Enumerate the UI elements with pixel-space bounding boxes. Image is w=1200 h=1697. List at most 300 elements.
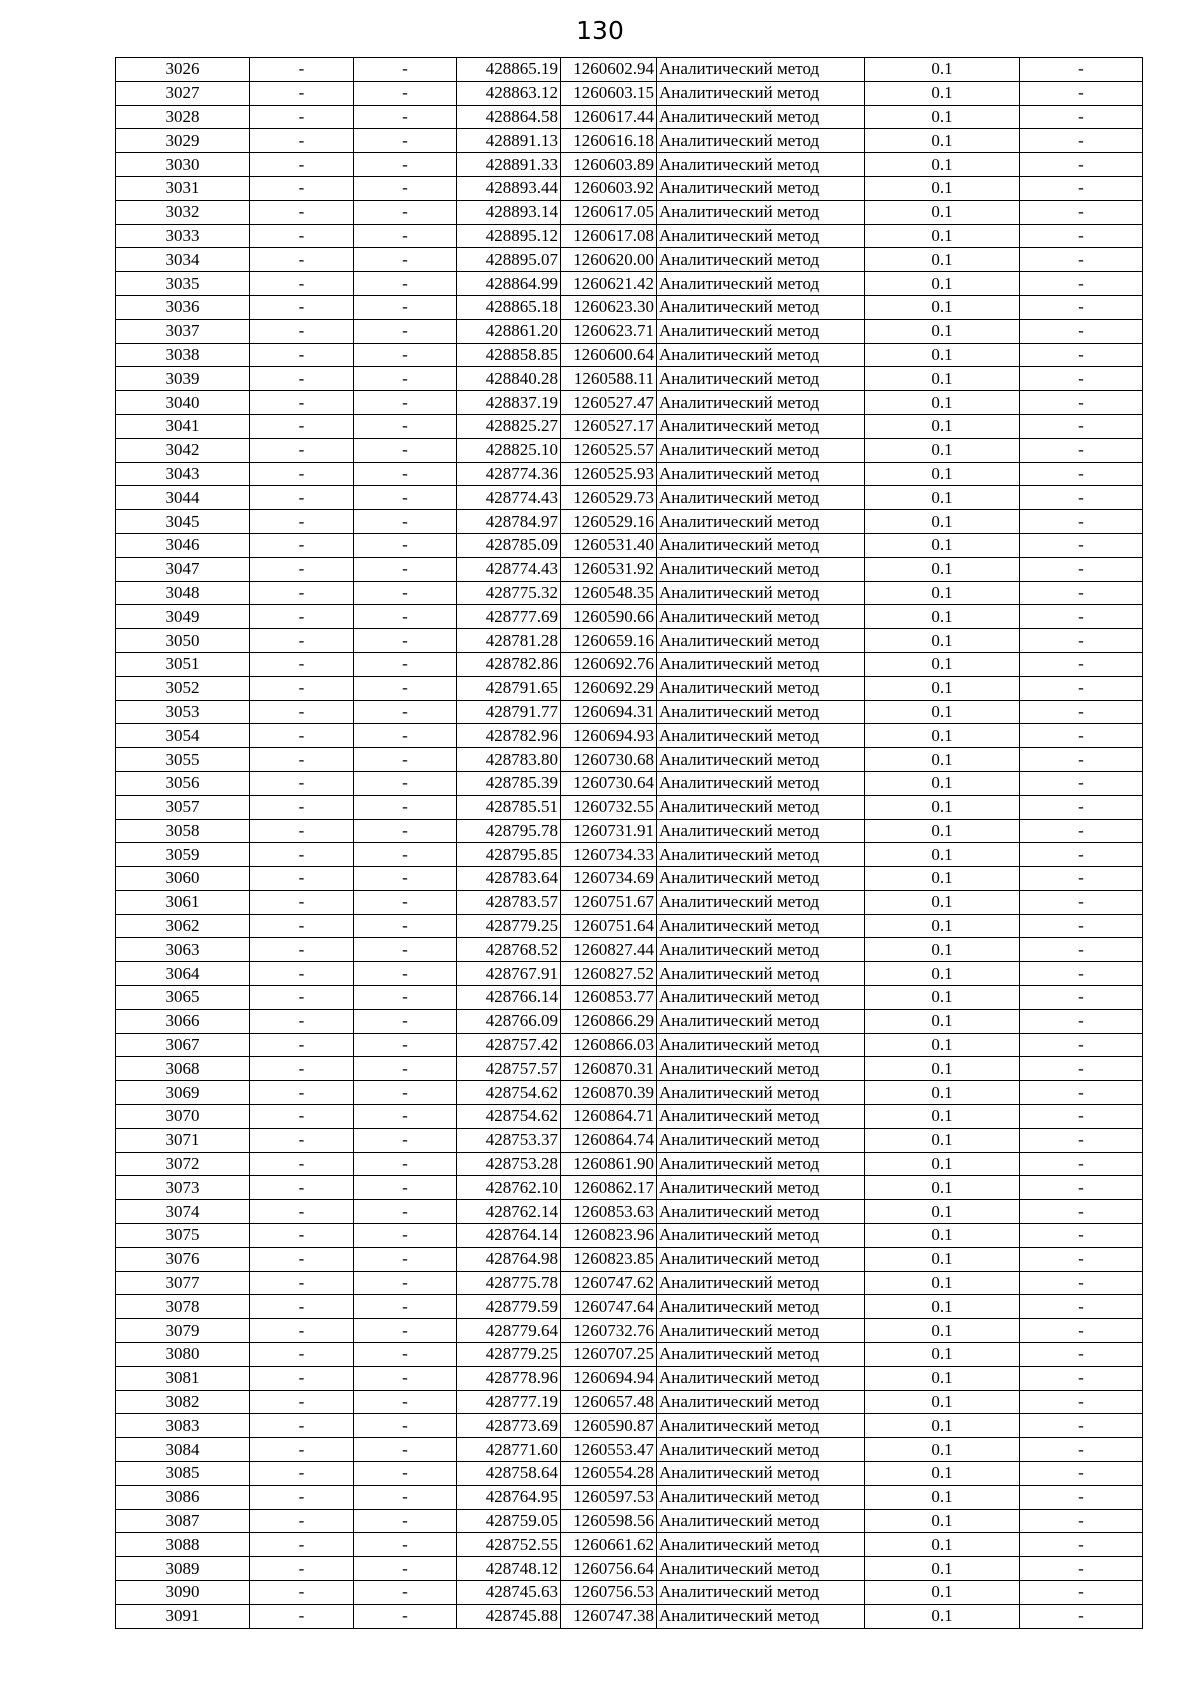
empty-cell-2: - — [354, 1176, 457, 1200]
x-coordinate-cell: 428777.19 — [457, 1390, 561, 1414]
x-coordinate-cell: 428779.25 — [457, 914, 561, 938]
empty-cell-3: - — [1020, 1581, 1143, 1605]
method-cell: Аналитический метод — [657, 1604, 865, 1628]
point-number-cell: 3055 — [116, 748, 250, 772]
y-coordinate-cell: 1260529.73 — [561, 486, 657, 510]
y-coordinate-cell: 1260870.39 — [561, 1081, 657, 1105]
empty-cell-2: - — [354, 843, 457, 867]
x-coordinate-cell: 428791.65 — [457, 676, 561, 700]
point-number-cell: 3034 — [116, 248, 250, 272]
accuracy-cell: 0.1 — [865, 129, 1020, 153]
x-coordinate-cell: 428768.52 — [457, 938, 561, 962]
x-coordinate-cell: 428752.55 — [457, 1533, 561, 1557]
point-number-cell: 3085 — [116, 1462, 250, 1486]
method-cell: Аналитический метод — [657, 867, 865, 891]
point-number-cell: 3086 — [116, 1485, 250, 1509]
point-number-cell: 3071 — [116, 1128, 250, 1152]
table-row — [116, 58, 1143, 82]
empty-cell-1: - — [250, 867, 354, 891]
y-coordinate-cell: 1260870.31 — [561, 1057, 657, 1081]
table-row — [116, 986, 1143, 1010]
x-coordinate-cell: 428785.39 — [457, 771, 561, 795]
point-number-cell: 3091 — [116, 1604, 250, 1628]
empty-cell-2: - — [354, 343, 457, 367]
empty-cell-1: - — [250, 914, 354, 938]
accuracy-cell: 0.1 — [865, 1247, 1020, 1271]
accuracy-cell: 0.1 — [865, 1271, 1020, 1295]
x-coordinate-cell: 428840.28 — [457, 367, 561, 391]
method-cell: Аналитический метод — [657, 81, 865, 105]
method-cell: Аналитический метод — [657, 652, 865, 676]
empty-cell-3: - — [1020, 771, 1143, 795]
point-number-cell: 3041 — [116, 414, 250, 438]
table-row — [116, 224, 1143, 248]
point-number-cell: 3063 — [116, 938, 250, 962]
method-cell: Аналитический метод — [657, 676, 865, 700]
empty-cell-3: - — [1020, 914, 1143, 938]
empty-cell-3: - — [1020, 533, 1143, 557]
point-number-cell: 3090 — [116, 1581, 250, 1605]
empty-cell-3: - — [1020, 724, 1143, 748]
table-row — [116, 129, 1143, 153]
empty-cell-1: - — [250, 1604, 354, 1628]
method-cell: Аналитический метод — [657, 176, 865, 200]
table-row — [116, 438, 1143, 462]
y-coordinate-cell: 1260747.62 — [561, 1271, 657, 1295]
table-row — [116, 1604, 1143, 1628]
y-coordinate-cell: 1260732.55 — [561, 795, 657, 819]
empty-cell-1: - — [250, 1557, 354, 1581]
empty-cell-1: - — [250, 1009, 354, 1033]
table-row — [116, 962, 1143, 986]
accuracy-cell: 0.1 — [865, 533, 1020, 557]
empty-cell-1: - — [250, 1533, 354, 1557]
point-number-cell: 3077 — [116, 1271, 250, 1295]
accuracy-cell: 0.1 — [865, 414, 1020, 438]
point-number-cell: 3051 — [116, 652, 250, 676]
empty-cell-2: - — [354, 629, 457, 653]
empty-cell-1: - — [250, 629, 354, 653]
table-row — [116, 533, 1143, 557]
empty-cell-1: - — [250, 938, 354, 962]
method-cell: Аналитический метод — [657, 295, 865, 319]
accuracy-cell: 0.1 — [865, 843, 1020, 867]
point-number-cell: 3029 — [116, 129, 250, 153]
y-coordinate-cell: 1260616.18 — [561, 129, 657, 153]
x-coordinate-cell: 428767.91 — [457, 962, 561, 986]
x-coordinate-cell: 428782.96 — [457, 724, 561, 748]
empty-cell-2: - — [354, 1247, 457, 1271]
y-coordinate-cell: 1260731.91 — [561, 819, 657, 843]
y-coordinate-cell: 1260864.74 — [561, 1128, 657, 1152]
x-coordinate-cell: 428766.14 — [457, 986, 561, 1010]
point-number-cell: 3067 — [116, 1033, 250, 1057]
y-coordinate-cell: 1260866.03 — [561, 1033, 657, 1057]
empty-cell-3: - — [1020, 224, 1143, 248]
y-coordinate-cell: 1260732.76 — [561, 1319, 657, 1343]
x-coordinate-cell: 428777.69 — [457, 605, 561, 629]
empty-cell-2: - — [354, 1200, 457, 1224]
method-cell: Аналитический метод — [657, 1128, 865, 1152]
y-coordinate-cell: 1260694.93 — [561, 724, 657, 748]
empty-cell-3: - — [1020, 1366, 1143, 1390]
empty-cell-1: - — [250, 1081, 354, 1105]
empty-cell-3: - — [1020, 1462, 1143, 1486]
y-coordinate-cell: 1260529.16 — [561, 510, 657, 534]
point-number-cell: 3027 — [116, 81, 250, 105]
empty-cell-1: - — [250, 81, 354, 105]
point-number-cell: 3074 — [116, 1200, 250, 1224]
empty-cell-3: - — [1020, 319, 1143, 343]
point-number-cell: 3045 — [116, 510, 250, 534]
empty-cell-3: - — [1020, 700, 1143, 724]
accuracy-cell: 0.1 — [865, 1224, 1020, 1248]
accuracy-cell: 0.1 — [865, 1033, 1020, 1057]
x-coordinate-cell: 428758.64 — [457, 1462, 561, 1486]
empty-cell-2: - — [354, 153, 457, 177]
y-coordinate-cell: 1260554.28 — [561, 1462, 657, 1486]
empty-cell-2: - — [354, 1414, 457, 1438]
point-number-cell: 3032 — [116, 200, 250, 224]
x-coordinate-cell: 428784.97 — [457, 510, 561, 534]
empty-cell-1: - — [250, 1152, 354, 1176]
empty-cell-2: - — [354, 605, 457, 629]
accuracy-cell: 0.1 — [865, 605, 1020, 629]
accuracy-cell: 0.1 — [865, 1057, 1020, 1081]
empty-cell-2: - — [354, 938, 457, 962]
empty-cell-1: - — [250, 1390, 354, 1414]
empty-cell-1: - — [250, 153, 354, 177]
table-row — [116, 343, 1143, 367]
empty-cell-3: - — [1020, 1295, 1143, 1319]
accuracy-cell: 0.1 — [865, 1604, 1020, 1628]
table-row — [116, 557, 1143, 581]
y-coordinate-cell: 1260623.71 — [561, 319, 657, 343]
empty-cell-1: - — [250, 486, 354, 510]
empty-cell-3: - — [1020, 652, 1143, 676]
empty-cell-2: - — [354, 1604, 457, 1628]
accuracy-cell: 0.1 — [865, 105, 1020, 129]
empty-cell-2: - — [354, 1509, 457, 1533]
point-number-cell: 3058 — [116, 819, 250, 843]
table-row — [116, 367, 1143, 391]
empty-cell-3: - — [1020, 748, 1143, 772]
empty-cell-2: - — [354, 890, 457, 914]
empty-cell-3: - — [1020, 1057, 1143, 1081]
x-coordinate-cell: 428764.95 — [457, 1485, 561, 1509]
y-coordinate-cell: 1260525.57 — [561, 438, 657, 462]
empty-cell-3: - — [1020, 367, 1143, 391]
x-coordinate-cell: 428754.62 — [457, 1081, 561, 1105]
point-number-cell: 3035 — [116, 272, 250, 296]
y-coordinate-cell: 1260525.93 — [561, 462, 657, 486]
table-row — [116, 391, 1143, 415]
y-coordinate-cell: 1260707.25 — [561, 1343, 657, 1367]
table-row — [116, 295, 1143, 319]
table-row — [116, 581, 1143, 605]
empty-cell-2: - — [354, 1366, 457, 1390]
method-cell: Аналитический метод — [657, 1509, 865, 1533]
x-coordinate-cell: 428825.27 — [457, 414, 561, 438]
empty-cell-2: - — [354, 272, 457, 296]
empty-cell-2: - — [354, 1438, 457, 1462]
table-row — [116, 1271, 1143, 1295]
method-cell: Аналитический метод — [657, 367, 865, 391]
point-number-cell: 3048 — [116, 581, 250, 605]
y-coordinate-cell: 1260862.17 — [561, 1176, 657, 1200]
empty-cell-1: - — [250, 605, 354, 629]
empty-cell-2: - — [354, 724, 457, 748]
accuracy-cell: 0.1 — [865, 81, 1020, 105]
x-coordinate-cell: 428891.13 — [457, 129, 561, 153]
empty-cell-3: - — [1020, 890, 1143, 914]
empty-cell-2: - — [354, 224, 457, 248]
x-coordinate-cell: 428779.59 — [457, 1295, 561, 1319]
empty-cell-1: - — [250, 462, 354, 486]
point-number-cell: 3065 — [116, 986, 250, 1010]
accuracy-cell: 0.1 — [865, 367, 1020, 391]
x-coordinate-cell: 428753.37 — [457, 1128, 561, 1152]
table-row — [116, 486, 1143, 510]
empty-cell-3: - — [1020, 1033, 1143, 1057]
point-number-cell: 3050 — [116, 629, 250, 653]
empty-cell-3: - — [1020, 1343, 1143, 1367]
accuracy-cell: 0.1 — [865, 1295, 1020, 1319]
empty-cell-1: - — [250, 1271, 354, 1295]
empty-cell-1: - — [250, 1033, 354, 1057]
point-number-cell: 3059 — [116, 843, 250, 867]
y-coordinate-cell: 1260694.31 — [561, 700, 657, 724]
empty-cell-1: - — [250, 272, 354, 296]
table-row — [116, 652, 1143, 676]
point-number-cell: 3080 — [116, 1343, 250, 1367]
x-coordinate-cell: 428893.44 — [457, 176, 561, 200]
empty-cell-2: - — [354, 1533, 457, 1557]
accuracy-cell: 0.1 — [865, 462, 1020, 486]
empty-cell-1: - — [250, 557, 354, 581]
empty-cell-3: - — [1020, 510, 1143, 534]
table-row — [116, 319, 1143, 343]
y-coordinate-cell: 1260527.47 — [561, 391, 657, 415]
y-coordinate-cell: 1260864.71 — [561, 1105, 657, 1129]
x-coordinate-cell: 428864.99 — [457, 272, 561, 296]
empty-cell-1: - — [250, 581, 354, 605]
accuracy-cell: 0.1 — [865, 1081, 1020, 1105]
point-number-cell: 3064 — [116, 962, 250, 986]
empty-cell-3: - — [1020, 1438, 1143, 1462]
empty-cell-2: - — [354, 248, 457, 272]
point-number-cell: 3089 — [116, 1557, 250, 1581]
accuracy-cell: 0.1 — [865, 652, 1020, 676]
accuracy-cell: 0.1 — [865, 914, 1020, 938]
table-row — [116, 105, 1143, 129]
table-row — [116, 1366, 1143, 1390]
empty-cell-3: - — [1020, 1105, 1143, 1129]
method-cell: Аналитический метод — [657, 438, 865, 462]
table-row — [116, 629, 1143, 653]
y-coordinate-cell: 1260657.48 — [561, 1390, 657, 1414]
empty-cell-1: - — [250, 105, 354, 129]
table-row — [116, 1319, 1143, 1343]
y-coordinate-cell: 1260747.64 — [561, 1295, 657, 1319]
method-cell: Аналитический метод — [657, 533, 865, 557]
empty-cell-2: - — [354, 652, 457, 676]
point-number-cell: 3087 — [116, 1509, 250, 1533]
y-coordinate-cell: 1260661.62 — [561, 1533, 657, 1557]
point-number-cell: 3046 — [116, 533, 250, 557]
empty-cell-2: - — [354, 414, 457, 438]
table-row — [116, 1247, 1143, 1271]
x-coordinate-cell: 428781.28 — [457, 629, 561, 653]
table-row — [116, 1343, 1143, 1367]
y-coordinate-cell: 1260553.47 — [561, 1438, 657, 1462]
point-number-cell: 3054 — [116, 724, 250, 748]
method-cell: Аналитический метод — [657, 462, 865, 486]
empty-cell-2: - — [354, 1581, 457, 1605]
point-number-cell: 3081 — [116, 1366, 250, 1390]
table-row — [116, 795, 1143, 819]
empty-cell-1: - — [250, 1485, 354, 1509]
empty-cell-2: - — [354, 295, 457, 319]
empty-cell-3: - — [1020, 1176, 1143, 1200]
point-number-cell: 3053 — [116, 700, 250, 724]
empty-cell-2: - — [354, 581, 457, 605]
y-coordinate-cell: 1260692.76 — [561, 652, 657, 676]
accuracy-cell: 0.1 — [865, 295, 1020, 319]
point-number-cell: 3038 — [116, 343, 250, 367]
x-coordinate-cell: 428795.85 — [457, 843, 561, 867]
point-number-cell: 3068 — [116, 1057, 250, 1081]
method-cell: Аналитический метод — [657, 1247, 865, 1271]
accuracy-cell: 0.1 — [865, 1319, 1020, 1343]
table-row — [116, 771, 1143, 795]
point-number-cell: 3066 — [116, 1009, 250, 1033]
empty-cell-2: - — [354, 367, 457, 391]
table-row — [116, 81, 1143, 105]
empty-cell-3: - — [1020, 1128, 1143, 1152]
empty-cell-3: - — [1020, 867, 1143, 891]
table-row — [116, 1414, 1143, 1438]
empty-cell-3: - — [1020, 414, 1143, 438]
empty-cell-2: - — [354, 914, 457, 938]
empty-cell-2: - — [354, 486, 457, 510]
table-row — [116, 1224, 1143, 1248]
accuracy-cell: 0.1 — [865, 629, 1020, 653]
method-cell: Аналитический метод — [657, 724, 865, 748]
x-coordinate-cell: 428771.60 — [457, 1438, 561, 1462]
y-coordinate-cell: 1260866.29 — [561, 1009, 657, 1033]
table-row — [116, 1557, 1143, 1581]
accuracy-cell: 0.1 — [865, 1462, 1020, 1486]
empty-cell-2: - — [354, 1057, 457, 1081]
point-number-cell: 3072 — [116, 1152, 250, 1176]
accuracy-cell: 0.1 — [865, 819, 1020, 843]
x-coordinate-cell: 428762.14 — [457, 1200, 561, 1224]
accuracy-cell: 0.1 — [865, 1485, 1020, 1509]
accuracy-cell: 0.1 — [865, 486, 1020, 510]
method-cell: Аналитический метод — [657, 319, 865, 343]
x-coordinate-cell: 428893.14 — [457, 200, 561, 224]
y-coordinate-cell: 1260603.92 — [561, 176, 657, 200]
empty-cell-3: - — [1020, 843, 1143, 867]
empty-cell-3: - — [1020, 462, 1143, 486]
empty-cell-2: - — [354, 533, 457, 557]
table-row — [116, 1128, 1143, 1152]
empty-cell-1: - — [250, 1343, 354, 1367]
x-coordinate-cell: 428825.10 — [457, 438, 561, 462]
y-coordinate-cell: 1260659.16 — [561, 629, 657, 653]
y-coordinate-cell: 1260823.96 — [561, 1224, 657, 1248]
empty-cell-3: - — [1020, 1604, 1143, 1628]
empty-cell-3: - — [1020, 200, 1143, 224]
y-coordinate-cell: 1260527.17 — [561, 414, 657, 438]
point-number-cell: 3083 — [116, 1414, 250, 1438]
empty-cell-3: - — [1020, 1319, 1143, 1343]
table-row — [116, 176, 1143, 200]
empty-cell-3: - — [1020, 1485, 1143, 1509]
empty-cell-1: - — [250, 438, 354, 462]
method-cell: Аналитический метод — [657, 224, 865, 248]
empty-cell-1: - — [250, 1438, 354, 1462]
table-row — [116, 1390, 1143, 1414]
empty-cell-2: - — [354, 319, 457, 343]
empty-cell-3: - — [1020, 438, 1143, 462]
empty-cell-2: - — [354, 1295, 457, 1319]
empty-cell-2: - — [354, 795, 457, 819]
table-row — [116, 1462, 1143, 1486]
empty-cell-3: - — [1020, 819, 1143, 843]
point-number-cell: 3075 — [116, 1224, 250, 1248]
y-coordinate-cell: 1260600.64 — [561, 343, 657, 367]
empty-cell-1: - — [250, 700, 354, 724]
table-row — [116, 414, 1143, 438]
method-cell: Аналитический метод — [657, 1033, 865, 1057]
y-coordinate-cell: 1260588.11 — [561, 367, 657, 391]
accuracy-cell: 0.1 — [865, 1152, 1020, 1176]
accuracy-cell: 0.1 — [865, 795, 1020, 819]
empty-cell-2: - — [354, 200, 457, 224]
x-coordinate-cell: 428858.85 — [457, 343, 561, 367]
table-row — [116, 938, 1143, 962]
x-coordinate-cell: 428757.57 — [457, 1057, 561, 1081]
empty-cell-1: - — [250, 1176, 354, 1200]
empty-cell-2: - — [354, 58, 457, 82]
accuracy-cell: 0.1 — [865, 438, 1020, 462]
accuracy-cell: 0.1 — [865, 510, 1020, 534]
point-number-cell: 3057 — [116, 795, 250, 819]
empty-cell-2: - — [354, 557, 457, 581]
empty-cell-3: - — [1020, 676, 1143, 700]
empty-cell-1: - — [250, 1581, 354, 1605]
x-coordinate-cell: 428785.51 — [457, 795, 561, 819]
x-coordinate-cell: 428757.42 — [457, 1033, 561, 1057]
y-coordinate-cell: 1260597.53 — [561, 1485, 657, 1509]
point-number-cell: 3033 — [116, 224, 250, 248]
y-coordinate-cell: 1260692.29 — [561, 676, 657, 700]
method-cell: Аналитический метод — [657, 843, 865, 867]
table-row — [116, 1509, 1143, 1533]
empty-cell-3: - — [1020, 1557, 1143, 1581]
y-coordinate-cell: 1260621.42 — [561, 272, 657, 296]
point-number-cell: 3031 — [116, 176, 250, 200]
x-coordinate-cell: 428759.05 — [457, 1509, 561, 1533]
x-coordinate-cell: 428863.12 — [457, 81, 561, 105]
empty-cell-3: - — [1020, 605, 1143, 629]
table-row — [116, 1485, 1143, 1509]
accuracy-cell: 0.1 — [865, 1438, 1020, 1462]
method-cell: Аналитический метод — [657, 1319, 865, 1343]
y-coordinate-cell: 1260603.15 — [561, 81, 657, 105]
